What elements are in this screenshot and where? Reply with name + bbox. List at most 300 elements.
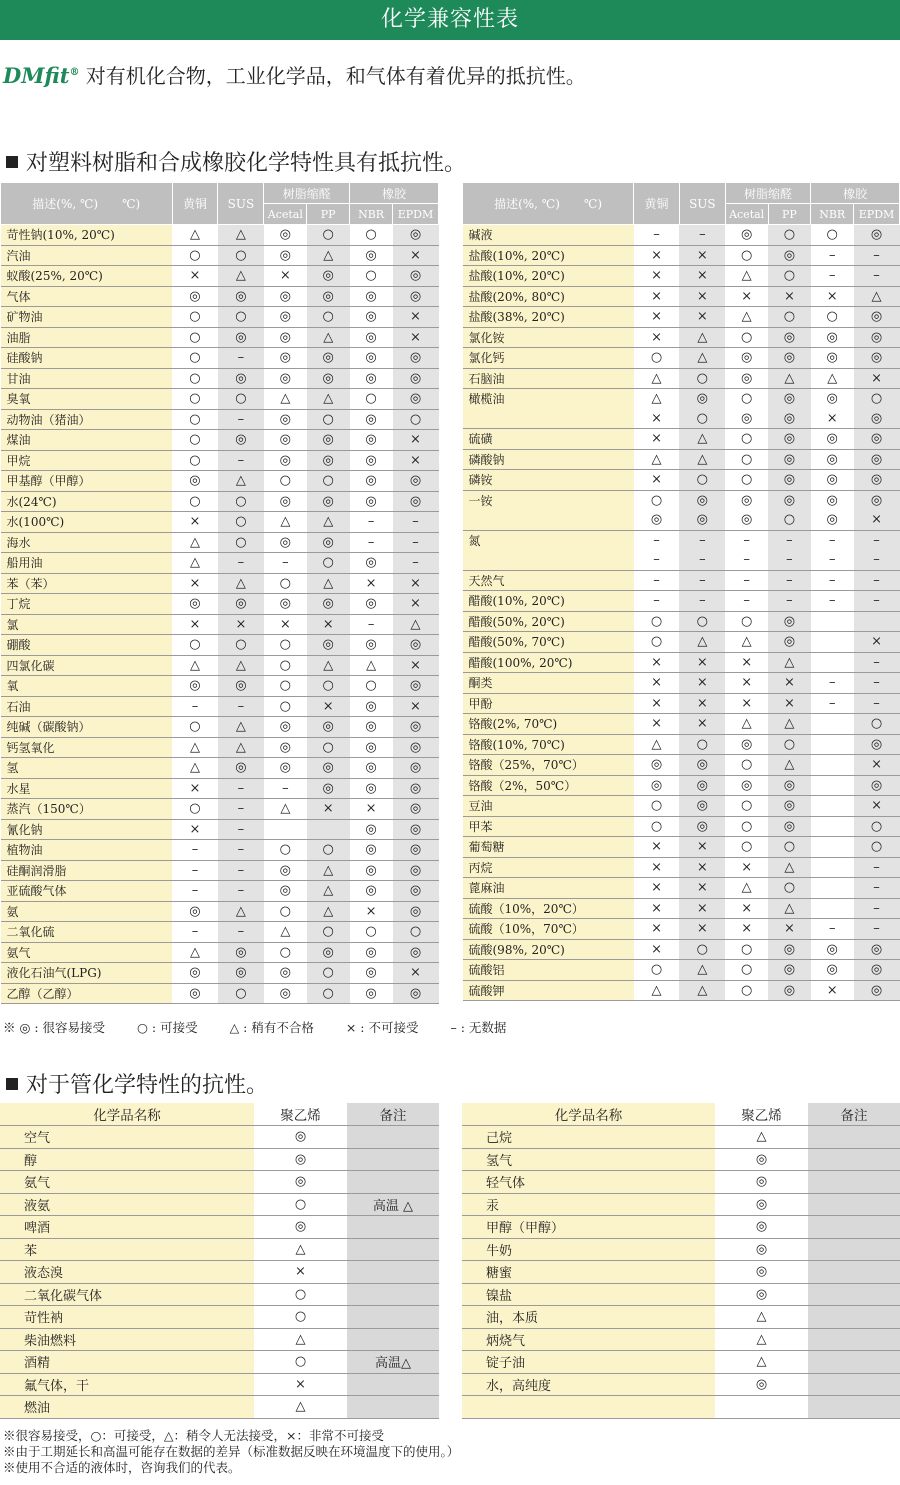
rating-cell: ◎: [350, 450, 393, 471]
legend-item: ※ ◎ : 很容易接受: [3, 1020, 106, 1035]
chemical-name: 动物油（猪油）: [1, 409, 173, 430]
rating-cell: ○: [768, 225, 811, 246]
rating-cell: ◎: [854, 409, 900, 429]
rating-cell: ◎: [307, 266, 350, 287]
table-row: [0, 1216, 439, 1239]
chemical-name: 硫酸（10%，70℃）: [463, 919, 634, 940]
chemical-name: 盐酸(38%, 20℃): [463, 307, 634, 328]
header-nbr: NBR: [811, 204, 854, 225]
table-row: [1, 409, 439, 430]
rating-cell: ◎: [768, 470, 811, 491]
rating-cell: ◎: [715, 1193, 808, 1216]
rating-cell: ○: [307, 225, 350, 246]
table-row: [1, 758, 439, 779]
rating-cell: ×: [634, 857, 680, 878]
rating-cell: ×: [393, 963, 439, 984]
table-row: [1, 737, 439, 758]
chemical-name: 苯: [0, 1238, 254, 1261]
rating-cell: ×: [634, 673, 680, 694]
rating-cell: △: [768, 898, 811, 919]
rating-cell: ◎: [218, 368, 264, 389]
rating-cell: ◎: [264, 225, 307, 246]
rating-cell: ◎: [254, 1216, 347, 1239]
remark-cell: [808, 1238, 900, 1261]
table-row: [0, 1126, 439, 1149]
rating-cell: ○: [307, 963, 350, 984]
rating-cell: ×: [679, 307, 725, 328]
rating-cell: –: [768, 550, 811, 570]
rating-cell: ×: [172, 573, 218, 594]
rating-cell: ◎: [264, 327, 307, 348]
rating-cell: –: [653, 532, 660, 548]
rating-cell: △: [768, 652, 811, 673]
rating-cell: △: [254, 1328, 347, 1351]
rating-cell: ○: [768, 878, 811, 899]
rating-cell: ×: [393, 430, 439, 451]
remark-cell: [808, 1396, 900, 1419]
rating-cell: ◎: [264, 860, 307, 881]
rating-cell: ○: [307, 840, 350, 861]
rating-cell: –: [811, 693, 854, 714]
rating-cell: ◎: [350, 778, 393, 799]
rating-cell: ◎: [264, 717, 307, 738]
table-row: [1, 676, 439, 697]
header-brass: 黄铜: [634, 183, 680, 225]
chemical-name: 氢: [1, 758, 173, 779]
remark-cell: [808, 1328, 900, 1351]
rating-cell: ×: [307, 799, 350, 820]
legend-item: × : 不可接受: [345, 1020, 419, 1035]
rating-cell: ○: [725, 796, 768, 817]
rating-cell: [307, 819, 350, 840]
rating-cell: ◎: [634, 775, 680, 796]
rating-cell: ○: [172, 491, 218, 512]
table-row: [463, 796, 900, 817]
rating-cell: –: [854, 878, 900, 899]
rating-cell: ◎: [307, 532, 350, 553]
rating-cell: ○: [307, 676, 350, 697]
rating-cell: ◎: [218, 758, 264, 779]
rating-cell: ×: [350, 573, 393, 594]
rating-cell: △: [768, 714, 811, 735]
chemical-name: 铬酸(2%, 70℃): [463, 714, 634, 735]
rating-cell: ×: [679, 693, 725, 714]
rating-cell: △: [715, 1306, 808, 1329]
rating-cell: △: [307, 860, 350, 881]
rating-cell: ○: [634, 611, 680, 632]
rating-cell: ×: [854, 755, 900, 776]
rating-cell: ×: [172, 778, 218, 799]
chemical-name: 苛性衲: [0, 1306, 254, 1329]
chemical-name: 氯: [1, 614, 173, 635]
remark-cell: [347, 1216, 439, 1239]
rating-cell: ◎: [350, 840, 393, 861]
rating-cell: ×: [679, 837, 725, 858]
rating-cell: ◎: [264, 758, 307, 779]
rating-cell: –: [811, 591, 854, 612]
rating-cell: ◎: [854, 980, 900, 1001]
rating-cell: [811, 775, 854, 796]
header-chemical-name: 化学品名称: [0, 1103, 254, 1126]
rating-cell: ◎: [218, 594, 264, 615]
rating-cell: ×: [634, 714, 680, 735]
rating-cell: ◎: [393, 840, 439, 861]
chemical-name: 醋酸(50%, 70℃): [463, 632, 634, 653]
rating-cell: ×: [679, 857, 725, 878]
rating-cell: △: [393, 614, 439, 635]
rating-cell: ◎: [768, 796, 811, 817]
rating-cell: ○: [264, 696, 307, 717]
rating-cell: △: [172, 942, 218, 963]
table-row: [1, 348, 439, 369]
chemical-name: 牛奶: [462, 1238, 715, 1261]
rating-cell: ×: [768, 919, 811, 940]
rating-cell: △: [307, 389, 350, 410]
chemical-name: 硼酸: [1, 635, 173, 656]
rating-cell: ×: [634, 327, 680, 348]
chemical-name: 啤酒: [0, 1216, 254, 1239]
chemical-name: 己烷: [462, 1126, 715, 1149]
rating-cell: ○: [725, 980, 768, 1001]
rating-cell: –: [393, 532, 439, 553]
rating-cell: ○: [307, 409, 350, 430]
chemical-name: 氢气: [462, 1148, 715, 1171]
rating-cell: –: [854, 245, 900, 266]
chemical-name: 豆油: [463, 796, 634, 817]
rating-cell: ◎: [264, 245, 307, 266]
rating-cell: [264, 819, 307, 840]
rating-cell: ◎: [768, 327, 811, 348]
chemical-name: 炳烧气: [462, 1328, 715, 1351]
table-row: [463, 570, 900, 591]
rating-cell: [811, 611, 854, 632]
rating-cell: ×: [634, 919, 680, 940]
remark-cell: [808, 1373, 900, 1396]
rating-cell: –: [218, 696, 264, 717]
rating-cell: –: [828, 532, 836, 548]
chemical-name: 植物油: [1, 840, 173, 861]
rating-cell: ◎: [264, 430, 307, 451]
chemical-name: 甲苯: [463, 816, 634, 837]
rating-cell: ○: [307, 553, 350, 574]
rating-cell: ◎: [811, 327, 854, 348]
table-row: [0, 1351, 439, 1374]
rating-cell: ◎: [264, 983, 307, 1004]
rating-cell: –: [218, 922, 264, 943]
rating-cell: ×: [634, 286, 680, 307]
rating-cell: △: [811, 368, 854, 389]
rating-cell: ◎: [768, 490, 811, 510]
rating-cell: –: [854, 857, 900, 878]
rating-cell: ○: [172, 430, 218, 451]
chemical-name: 氰化钠: [1, 819, 173, 840]
rating-cell: ◎: [172, 901, 218, 922]
table-row: [1, 327, 439, 348]
rating-cell: ◎: [350, 696, 393, 717]
rating-cell: ◎: [826, 492, 838, 508]
rating-cell: ◎: [393, 286, 439, 307]
chemical-name: 柴油燃料: [0, 1328, 254, 1351]
rating-cell: ◎: [679, 755, 725, 776]
rating-cell: ○: [254, 1193, 347, 1216]
table-row: [463, 693, 900, 714]
header-remark: 备注: [347, 1103, 439, 1126]
rating-cell: △: [218, 225, 264, 246]
rating-cell: ×: [218, 614, 264, 635]
chemical-name: 酒精: [0, 1351, 254, 1374]
rating-cell: ○: [172, 409, 218, 430]
remark-cell: [347, 1328, 439, 1351]
chemical-name: 磷酸钠: [463, 449, 634, 470]
rating-cell: ◎: [218, 286, 264, 307]
rating-cell: ○: [350, 389, 393, 410]
rating-cell: ◎: [350, 553, 393, 574]
remark-cell: [347, 1373, 439, 1396]
table-row: [0, 1306, 439, 1329]
chemical-name: 盐酸(20%, 80℃): [463, 286, 634, 307]
rating-cell: ○: [218, 983, 264, 1004]
compat-table-left: [0, 182, 439, 1004]
chemical-name: 醇: [0, 1148, 254, 1171]
rating-cell: ◎: [307, 594, 350, 615]
table-row: [463, 348, 900, 369]
rating-cell: ◎: [307, 450, 350, 471]
table-row: [0, 1171, 439, 1194]
chemical-name: 二氧化硫: [1, 922, 173, 943]
rating-cell: ◎: [715, 1171, 808, 1194]
table-row: [463, 755, 900, 776]
rating-cell: ×: [679, 919, 725, 940]
rating-cell: ◎: [826, 391, 838, 407]
section-heading-pipe: 对于管化学特性的抗性。: [6, 1068, 268, 1099]
table-row: [1, 532, 439, 553]
rating-cell: –: [768, 530, 811, 550]
rating-cell: ○: [679, 368, 725, 389]
rating-cell: ◎: [350, 307, 393, 328]
rating-cell: △: [679, 327, 725, 348]
rating-cell: ◎: [393, 758, 439, 779]
rating-cell: ×: [768, 286, 811, 307]
rating-cell: ◎: [854, 307, 900, 328]
rating-cell: ○: [854, 816, 900, 837]
rating-cell: ×: [307, 614, 350, 635]
remark-cell: [808, 1351, 900, 1374]
chemical-name: 水，高纯度: [462, 1373, 715, 1396]
table-row: [463, 652, 900, 673]
remark-cell: [808, 1148, 900, 1171]
table-row: [463, 837, 900, 858]
rating-cell: ◎: [811, 510, 854, 530]
rating-cell: ◎: [307, 778, 350, 799]
rating-cell: –: [811, 266, 854, 287]
chemical-name: 钙氢氧化: [1, 737, 173, 758]
rating-cell: ×: [634, 652, 680, 673]
chemical-name: [463, 510, 634, 530]
rating-cell: ◎: [350, 409, 393, 430]
rating-cell: △: [725, 878, 768, 899]
header-acetal: Acetal: [264, 204, 307, 225]
rating-cell: ○: [264, 471, 307, 492]
page-title-bar: [0, 0, 900, 40]
rating-cell: ◎: [172, 286, 218, 307]
rating-cell: ○: [172, 389, 218, 410]
chemical-name: 汽油: [1, 245, 173, 266]
rating-cell: ○: [634, 348, 680, 369]
remark-cell: [347, 1306, 439, 1329]
rating-cell: ×: [725, 673, 768, 694]
rating-cell: ×: [634, 409, 680, 429]
rating-cell: ○: [768, 734, 811, 755]
rating-cell: ◎: [264, 450, 307, 471]
rating-cell: ○: [725, 611, 768, 632]
table-row: [462, 1396, 900, 1419]
rating-cell: △: [218, 901, 264, 922]
chemical-name: 液态溴: [0, 1261, 254, 1284]
rating-cell: [811, 734, 854, 755]
rating-cell: ×: [725, 652, 768, 673]
rating-cell: ○: [218, 512, 264, 533]
rating-cell: ○: [218, 389, 264, 410]
rating-cell: ○: [634, 960, 680, 981]
header-resin: 树脂缩醛: [725, 183, 811, 204]
table-row: [463, 286, 900, 307]
table-row: [463, 510, 900, 530]
rating-cell: ◎: [715, 1148, 808, 1171]
rating-cell: ○: [725, 449, 768, 470]
chemical-name: 锭子油: [462, 1351, 715, 1374]
table-row: [463, 225, 900, 246]
chemical-name: 氨气: [1, 942, 173, 963]
rating-cell: ◎: [307, 635, 350, 656]
rating-cell: ◎: [393, 737, 439, 758]
rating-cell: ◎: [350, 327, 393, 348]
rating-cell: ○: [218, 532, 264, 553]
rating-cell: ◎: [854, 348, 900, 369]
rating-cell: △: [172, 553, 218, 574]
rating-cell: ◎: [854, 449, 900, 470]
rating-cell: ○: [725, 939, 768, 960]
rating-cell: [811, 878, 854, 899]
rating-cell: △: [725, 266, 768, 287]
rating-cell: ◎: [350, 594, 393, 615]
chemical-name: 油，本质: [462, 1306, 715, 1329]
rating-cell: –: [725, 570, 768, 591]
rating-cell: [811, 898, 854, 919]
rating-cell: ×: [634, 939, 680, 960]
rating-cell: ◎: [854, 939, 900, 960]
rating-cell: ○: [393, 922, 439, 943]
rating-cell: ◎: [307, 286, 350, 307]
chemical-name: 二氧化碳气体: [0, 1283, 254, 1306]
chemical-name: 亚硫酸气体: [1, 881, 173, 902]
rating-cell: –: [725, 591, 768, 612]
remark-cell: [808, 1216, 900, 1239]
rating-cell: –: [393, 512, 439, 533]
chemical-name: 蚁酸(25%, 20℃): [1, 266, 173, 287]
rating-cell: –: [218, 553, 264, 574]
rating-cell: ×: [725, 693, 768, 714]
rating-cell: ×: [811, 980, 854, 1001]
rating-cell: ×: [393, 245, 439, 266]
rating-cell: ×: [254, 1373, 347, 1396]
rating-cell: ◎: [264, 737, 307, 758]
chemical-name: 硅酮润滑脂: [1, 860, 173, 881]
rating-cell: ○: [172, 799, 218, 820]
rating-cell: –: [679, 225, 725, 246]
rating-cell: –: [264, 778, 307, 799]
rating-cell: ◎: [218, 327, 264, 348]
chemical-name: 醋酸(100%, 20℃): [463, 652, 634, 673]
table-row: [0, 1373, 439, 1396]
rating-cell: ◎: [393, 819, 439, 840]
rating-cell: ○: [725, 429, 768, 450]
rating-cell: –: [634, 591, 680, 612]
chemical-name: 硫磺: [463, 429, 634, 450]
header-pp: PP: [307, 204, 350, 225]
table-row: [462, 1193, 900, 1216]
rating-cell: △: [768, 755, 811, 776]
rating-cell: △: [172, 225, 218, 246]
remark-cell: [808, 1306, 900, 1329]
rating-cell: ◎: [218, 963, 264, 984]
rating-cell: ◎: [768, 960, 811, 981]
remark-cell: 高温 △: [347, 1193, 439, 1216]
rating-cell: [811, 857, 854, 878]
table-row: [462, 1306, 900, 1329]
rating-cell: ×: [264, 614, 307, 635]
chemical-name: 氮: [463, 530, 634, 550]
chemical-name: 液化石油气(LPG): [1, 963, 173, 984]
header-remark: 备注: [808, 1103, 900, 1126]
chemical-name: 铬酸（25%，70℃）: [463, 755, 634, 776]
rating-cell: ◎: [172, 983, 218, 1004]
rating-cell: ◎: [634, 510, 680, 530]
rating-cell: ◎: [725, 348, 768, 369]
rating-cell: –: [634, 570, 680, 591]
table-row: [0, 1193, 439, 1216]
rating-cell: ○: [393, 409, 439, 430]
table-row: [463, 611, 900, 632]
table-row: [1, 245, 439, 266]
rating-cell: △: [307, 327, 350, 348]
rating-cell: ◎: [307, 491, 350, 512]
rating-cell: ◎: [715, 1216, 808, 1239]
rating-cell: ◎: [725, 734, 768, 755]
chemical-name: 甲醇（甲醇）: [462, 1216, 715, 1239]
rating-cell: ◎: [854, 429, 900, 450]
table-row: [1, 717, 439, 738]
table-row: [1, 963, 439, 984]
rating-cell: △: [172, 758, 218, 779]
table-row: [463, 980, 900, 1001]
rating-cell: ○: [725, 960, 768, 981]
rating-cell: ○: [768, 510, 811, 530]
table-row: [1, 696, 439, 717]
rating-cell: ◎: [350, 430, 393, 451]
rating-cell: ×: [634, 878, 680, 899]
remark-cell: [808, 1126, 900, 1149]
chemical-name: 盐酸(10%, 20℃): [463, 266, 634, 287]
chemical-name: 丙烷: [463, 857, 634, 878]
rating-cell: ◎: [811, 449, 854, 470]
table-row: [1, 901, 439, 922]
table-row: [463, 550, 900, 570]
rating-cell: ◎: [254, 1126, 347, 1149]
chemical-name: 铬酸(10%, 70℃): [463, 734, 634, 755]
rating-cell: ×: [172, 614, 218, 635]
chemical-name: 水(24℃): [1, 491, 173, 512]
rating-cell: ○: [307, 307, 350, 328]
